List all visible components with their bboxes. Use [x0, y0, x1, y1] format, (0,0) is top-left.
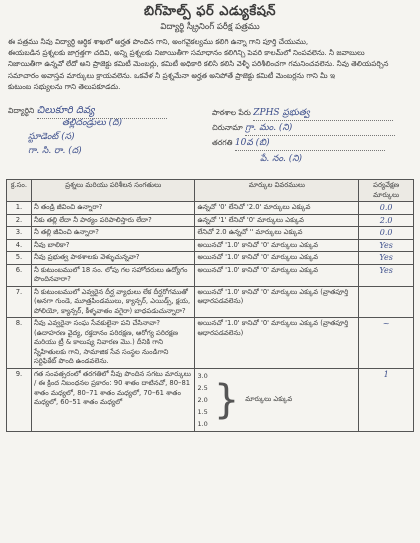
row-mark[interactable]: 0.0 — [359, 202, 414, 215]
col-header-scale: మార్కుల వివరములు — [195, 180, 359, 202]
intro-line: ఈ పత్రము నీవు విద్యార్థి ఆర్థిక శాఖలో అర్హత పొందిన గాని, అంగవైకల్యము కలిగి ఉన్నా గాని పూర్తి చేయుము, — [8, 37, 309, 46]
extra-detail: పే. నం. (ని) — [260, 154, 303, 164]
brace-icon: } — [213, 376, 240, 423]
row-scale: ఉన్నచో '1' లేనిచో '0' మార్కులు ఎక్కువ — [195, 214, 359, 227]
student-name: చిలుకూరి దివ్య — [37, 104, 167, 119]
table-row — [7, 239, 414, 252]
row-mark[interactable]: Yes — [359, 239, 414, 252]
row-mark[interactable]: 1 — [359, 368, 414, 431]
row-question: నీ కుటుంబములో ఎవ్వరైన దీర్ఘ వ్యాధులు లేక దీర్ఘరోగముతో (అనగా గుండె, మూత్రపిండములు, క్యాన్సర్, ఎయిడ్స్, క్షయ, పోలియో, క్యాన్సర్, కీళ్ళవాతం వగైరా) బాధపడుచున్నారా? — [31, 286, 195, 318]
row-question: నీవు బాలికా? — [31, 239, 195, 252]
row-number: 1. — [7, 202, 32, 215]
row-number: 3. — [7, 227, 32, 240]
table-row — [7, 214, 414, 227]
row-scale: మార్కులు ఎక్కువ — [245, 394, 293, 403]
intro-line: సమాచారం అవాస్తవ మార్కులు క్రాయవలెను. ఒకవేళ నీ ప్రశ్నమేనా అర్హత అనిపోతే ప్రాజెక్టు కమిటీ మెంబర్లను గాని మీ ఇ — [8, 70, 335, 80]
student-name-row — [8, 104, 167, 119]
col-header-no: క్ర.సం. — [7, 180, 32, 202]
col-header-mark: పర్యవేక్షణ మార్కులు — [359, 180, 414, 202]
row-scale-cell — [195, 368, 359, 431]
school-label: పాఠశాల పేరు — [212, 108, 251, 117]
student-label: విద్యార్థిని — [8, 106, 35, 115]
address-row — [212, 123, 395, 136]
class-label: తరగతి — [212, 138, 233, 147]
row-mark[interactable]: ~ — [359, 318, 414, 369]
screening-table — [6, 179, 414, 432]
row-mark[interactable]: 2.0 — [359, 214, 414, 227]
row-number: 4. — [7, 239, 32, 252]
address-label: చిరునామా — [212, 123, 243, 132]
col-header-question: ప్రశ్నలు మరియు పరిశీలన సంగతులు — [31, 180, 195, 202]
table-row — [7, 264, 414, 286]
school-row — [212, 108, 393, 121]
school-value: ZPHS ప్రభుత్వ — [253, 108, 393, 121]
row-number: 2. — [7, 214, 32, 227]
parent-name: తల్లిదండ్రులు (ది) — [62, 118, 123, 128]
scale-value: 3.0 — [197, 371, 208, 380]
row-mark[interactable]: Yes — [359, 252, 414, 265]
row-question: గత సంవత్సరంలో తరగతిలో నీవు పొందిన సగటు మార్కులు / ఈ క్రింద నిబంధనల ప్రకారం: 90 శాతం దాటినచో, 80–81 శాతం మధ్యలో, 80–71 శాతం మధ్యలో, 70–61 శాతం మధ్యలో, 60–51 శాతం మధ్యలో — [31, 368, 195, 431]
scale-value: 2.0 — [197, 395, 208, 404]
row-mark[interactable]: Yes — [359, 264, 414, 286]
row-question: నీ తల్లి జీవించి ఉన్నారా? — [31, 227, 195, 240]
scale-value: 1.0 — [197, 419, 208, 428]
row-number: 8. — [7, 318, 32, 369]
row-scale: లేనిచో 2.0 ఉన్నచో '' మార్కులు ఎక్కువ — [195, 227, 359, 240]
village-detail: గా. సి. రా. (ద) — [28, 146, 82, 156]
intro-line: ఈయబడిన ప్రశ్నలకు జాగ్రత్తగా చదివి, అన్ని ప్రశ్నలకు నిజాయితీగా సమాధానం కలిగిన్చి పెవరి కాలమ్‌లో నింపవలెను. నీ జవాబులు — [8, 48, 365, 58]
row-question: నీ కుటుంబములో 18 సం. లోపు గల సహోదరులు ఉద్యోగం పొందినవారా? — [31, 264, 195, 286]
row-scale: అయినచో '1.0' కానిచో '0' మార్కులు ఎక్కువ — [195, 252, 359, 265]
row-question: నీవు ప్రభుత్వ పాఠశాలకు వెళ్ళుచున్నవా? — [31, 252, 195, 265]
row-number: 6. — [7, 264, 32, 286]
class-row — [212, 138, 385, 151]
row-scale: అయినచో '1.0' కానిచో '0' మార్కులు ఎక్కువ (వ్రాతపూర్తి ఆధారపడవలెను) — [195, 286, 359, 318]
row-number: 7. — [7, 286, 32, 318]
form-title: బిగ్‌హెల్ప్ ఫర్ ఎడ్యుకేషన్ — [143, 4, 277, 19]
intro-paragraph — [8, 36, 412, 92]
row-mark[interactable]: 0.0 — [359, 227, 414, 240]
table-row — [7, 202, 414, 215]
table-row — [7, 286, 414, 318]
row-scale: అయినచో '1.0' కానిచో '0' మార్కులు ఎక్కువ — [195, 239, 359, 252]
table-row — [7, 368, 414, 431]
address-value: గ్రా. మం. (ని) — [245, 123, 395, 136]
row-number: 9. — [7, 368, 32, 431]
row-number: 5. — [7, 252, 32, 265]
class-value: 10వ (బి) — [235, 138, 385, 151]
intro-line: నిజాయితీగా ఉన్నవో లేదో అని ప్రాజెక్టు కమిటీ మెంబర్లు, కమిటీ అధికారి కలిసి కలిసి వెళ్ళీ పరిశీలించగా గమనించవలెను. నీవు తెలియపర్చిన — [8, 59, 389, 69]
row-question: నీ తండ్రి జీవించి ఉన్నారా? — [31, 202, 195, 215]
row-scale: అయినచో '1.0' కానిచో '0' మార్కులు ఎక్కువ (వ్రాతపూర్తి ఆధారపడవలెను) — [195, 318, 359, 369]
student-detail: స్టూడెంట్ (స) — [28, 132, 75, 142]
scale-values — [197, 370, 207, 430]
intro-line: కుటుంబ సభ్యులను గాని తెలుపకూడదు. — [8, 81, 121, 91]
table-row — [7, 318, 414, 369]
form-subtitle: విద్యార్థి స్క్రీనింగ్ పరీక్ష పత్రము — [160, 22, 260, 32]
row-mark[interactable] — [359, 286, 414, 318]
row-question: నీకు తల్లి లేదా నీ పాఠ్యం పరిపాలిస్తారు లేదా? — [31, 214, 195, 227]
row-scale: అయినచో '1.0' కానిచో '0' మార్కులు ఎక్కువ — [195, 264, 359, 286]
row-question: నీవు ఎవ్వరైనా సంఘ సేవకులైనా పని చేసినావా? (ఉదాహరణ వైద్య, రక్తదానం పరిరక్షణ, ఆరోగ్య పరిరక్షణ మరియు ట్రీ & కాలుష్య నివారణ మొ.) దీనికి గాని స్నేహితులకు గాని, సామాజిక సేవ సంస్థల నుండిగాని సర్టిఫికేట్ పొంది ఉండవలెను. — [31, 318, 195, 369]
row-scale: ఉన్నచో '0' లేనిచో '2.0' మార్కులు ఎక్కువ — [195, 202, 359, 215]
scale-value: 1.5 — [197, 407, 208, 416]
scale-value: 2.5 — [197, 383, 208, 392]
table-row — [7, 227, 414, 240]
table-row — [7, 252, 414, 265]
table-header-row — [7, 180, 414, 202]
